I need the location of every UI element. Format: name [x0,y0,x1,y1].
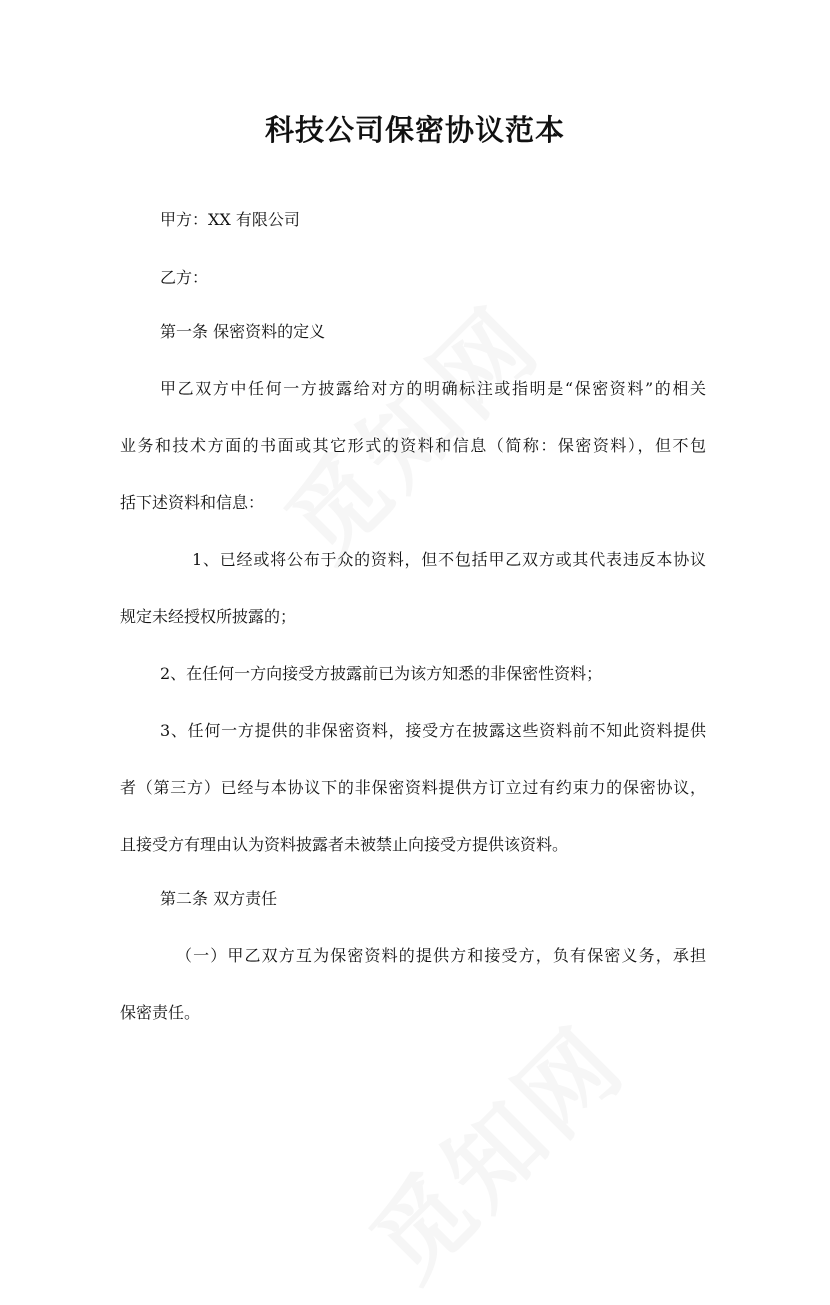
party-b-line: 乙方： [160,268,209,287]
list-item-1-line: 1、已经或将公布于众的资料，但不包括甲乙双方或其代表违反本协议 [192,550,706,569]
watermark [336,992,649,1305]
article1-paragraph-line: 业务和技术方面的书面或其它形式的资料和信息（简称：保密资料），但不包 [120,436,706,455]
article2-item1-line: （一）甲乙双方互为保密资料的提供方和接受方，负有保密义务，承担 [176,946,706,965]
article2-item1-line: 保密责任。 [120,1003,201,1022]
list-item-1-line: 规定未经授权所披露的； [120,607,297,626]
list-item-3-line: 且接受方有理由认为资料披露者未被禁止向接受方提供该资料。 [120,835,569,854]
list-item-3-line: 者（第三方）已经与本协议下的非保密资料提供方订立过有约束力的保密协议， [120,778,706,797]
list-item-3-line: 3、任何一方提供的非保密资料，接受方在披露这些资料前不知此资料提供 [160,721,706,740]
article1-heading: 第一条 保密资料的定义 [160,322,326,341]
document-title: 科技公司保密协议范本 [264,113,565,147]
article1-paragraph-line: 括下述资料和信息： [120,493,265,512]
party-a-line: 甲方：XX 有限公司 [160,210,300,229]
article1-paragraph-line: 甲乙双方中任何一方披露给对方的明确标注或指明是“保密资料”的相关 [160,379,706,398]
list-item-2-line: 2、在任何一方向接受方披露前已为该方知悉的非保密性资料； [160,664,603,683]
watermark [251,272,564,585]
article2-heading: 第二条 双方责任 [160,889,278,908]
